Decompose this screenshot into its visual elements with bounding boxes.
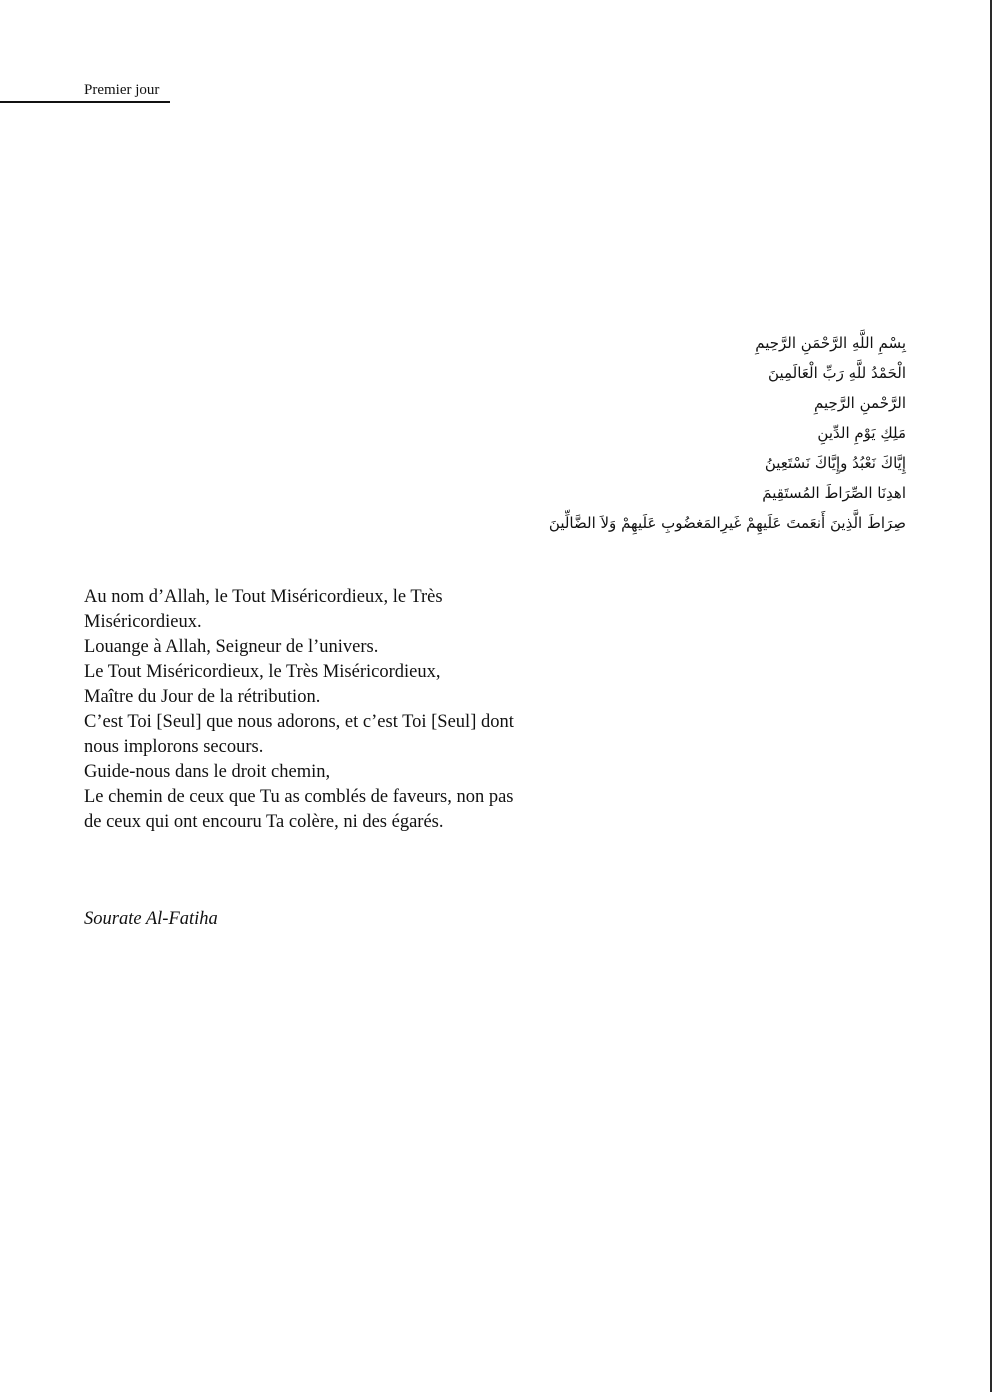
arabic-verse-1: بِسْمِ اللَّهِ الرَّحْمَنِ الرَّحِيمِ — [755, 334, 906, 352]
arabic-verse-2: الْحَمْدُ للَّهِ رَبِّ الْعَالَمِينَ — [768, 364, 906, 382]
translation-line: Maître du Jour de la rétribution. — [84, 687, 321, 707]
arabic-verse-4: مَلِكِ يَوْمِ الدِّينِ — [817, 424, 906, 442]
translation-line: Le chemin de ceux que Tu as comblés de faveurs, non pas — [84, 787, 514, 807]
translation-line: Guide-nous dans le droit chemin, — [84, 762, 331, 782]
translation-line: Miséricordieux. — [84, 612, 202, 632]
translation-line: Le Tout Miséricordieux, le Très Miséricordieux, — [84, 662, 441, 682]
translation-line: Louange à Allah, Seigneur de l’univers. — [84, 637, 379, 657]
header-underline — [0, 101, 170, 103]
translation-line: de ceux qui ont encouru Ta colère, ni des égarés. — [84, 812, 444, 832]
translation-line: C’est Toi [Seul] que nous adorons, et c’est Toi [Seul] dont — [84, 712, 514, 732]
arabic-verse-3: الرَّحْمنِ الرَّحِيمِ — [814, 394, 906, 412]
source-attribution: Sourate Al-Fatiha — [84, 909, 218, 929]
arabic-verse-7: صِرَاطَ الَّذِينَ أَنعَمتَ عَلَيهِمْ غَيرِالمَغضُوبِ عَلَيهِمْ وَلاَ الضَّالِّينَ — [548, 514, 906, 532]
translation-line: Au nom d’Allah, le Tout Miséricordieux, le Très — [84, 587, 443, 607]
arabic-verses — [486, 328, 906, 538]
translation-line: nous implorons secours. — [84, 737, 264, 757]
running-header: Premier jour — [84, 82, 160, 98]
page-edge-line — [990, 0, 992, 1392]
arabic-verse-6: اهدِنَا الصِّرَاطَ المُستَقِيمَ — [762, 484, 906, 502]
french-translation — [84, 585, 554, 835]
arabic-verse-5: إِيَّاكَ نَعْبُدُ وإِيَّاكَ نَسْتَعِينُ — [764, 454, 906, 472]
